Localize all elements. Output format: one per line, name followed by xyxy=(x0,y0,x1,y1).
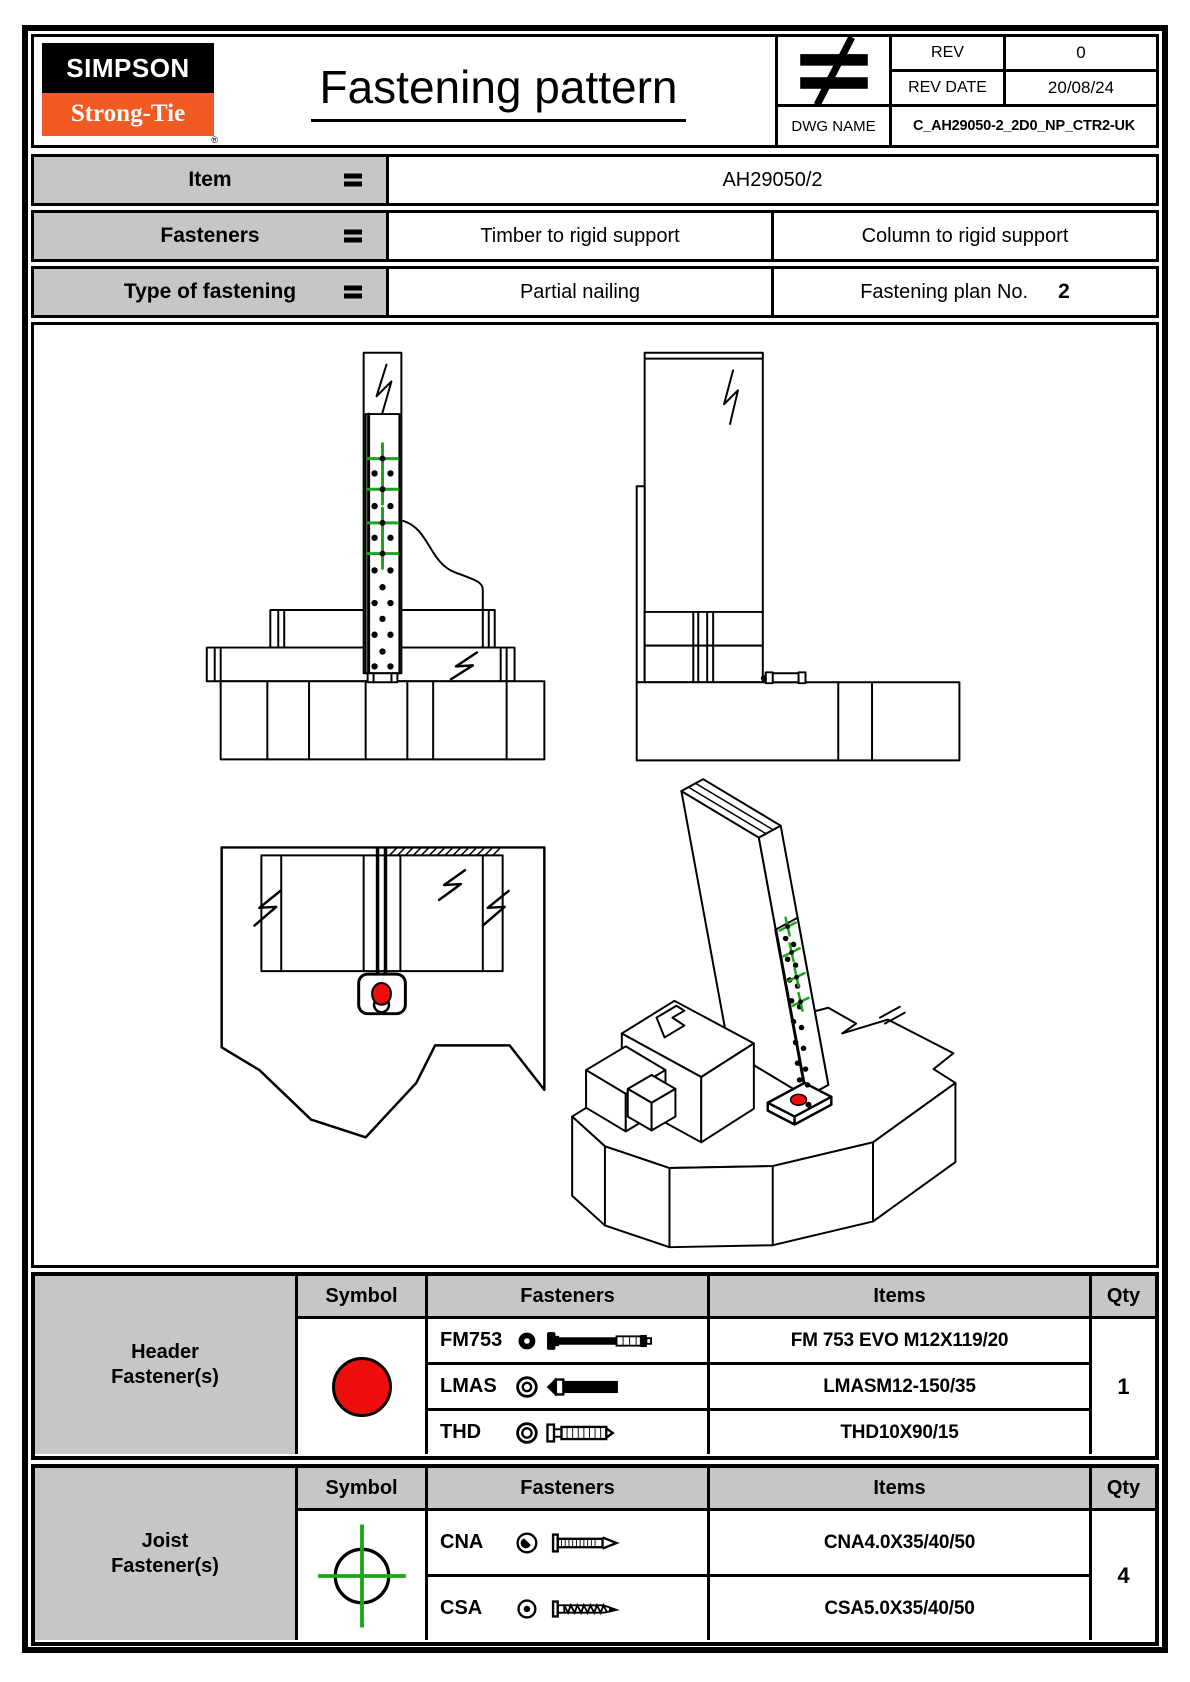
qty-cell: 1 xyxy=(1089,1316,1155,1454)
fasteners-label xyxy=(34,213,389,259)
joist-fastener-symbol-icon xyxy=(312,1513,412,1639)
title-block xyxy=(775,37,1156,145)
item-cell: LMASM12-150/35 xyxy=(707,1362,1089,1408)
sheet-header xyxy=(31,34,1159,148)
item-value: AH29050/2 xyxy=(722,168,823,191)
logo-strongtie: Strong-Tie xyxy=(42,93,214,136)
qty-cell: 4 xyxy=(1089,1508,1155,1640)
fastener-code: THD xyxy=(440,1421,482,1443)
not-equal-icon xyxy=(778,37,892,107)
info-row-fasteners xyxy=(31,210,1159,262)
fastener-row xyxy=(425,1574,707,1640)
csa-screw-icon xyxy=(512,1592,680,1626)
header-fastener-table xyxy=(31,1272,1159,1460)
group-label xyxy=(35,1276,295,1454)
lmas-anchor-icon xyxy=(512,1370,680,1404)
fasteners-value-right: Column to rigid support xyxy=(771,213,1156,259)
equals-icon xyxy=(344,230,362,243)
col-symbol: Symbol xyxy=(295,1276,425,1316)
header-beam-lower xyxy=(207,648,515,682)
equals-icon xyxy=(344,174,362,187)
timber-break-curve xyxy=(403,521,482,610)
symbol-cell xyxy=(295,1316,425,1454)
item-cell: FM 753 EVO M12X119/20 xyxy=(707,1316,1089,1362)
type-value: Partial nailing xyxy=(519,280,641,303)
fastener-code: FM753 xyxy=(440,1329,503,1351)
item-cell: THD10X90/15 xyxy=(707,1408,1089,1454)
drawing-panel xyxy=(31,322,1159,1268)
front-view xyxy=(207,353,545,760)
fastening-plan-cell xyxy=(771,269,1156,315)
col-fasteners: Fasteners xyxy=(425,1468,707,1508)
item-cell: CSA5.0X35/40/50 xyxy=(707,1574,1089,1640)
col-items: Items xyxy=(707,1276,1089,1316)
item-label-text: Item xyxy=(188,168,232,191)
logo-simpson: SIMPSON xyxy=(42,43,214,93)
foundation-slab xyxy=(637,682,960,760)
plan-number: 2 xyxy=(1058,280,1070,303)
fastener-row xyxy=(425,1508,707,1574)
info-row-item xyxy=(31,154,1159,206)
rev-value: 0 xyxy=(1006,37,1156,72)
cna-nail-icon xyxy=(512,1526,680,1560)
isometric-view xyxy=(572,779,955,1247)
foundation-slab xyxy=(221,681,545,759)
fasteners-label-text: Fasteners xyxy=(160,224,260,247)
group-line1: Header xyxy=(131,1341,199,1363)
page-title: Fastening pattern xyxy=(311,60,685,122)
col-qty: Qty xyxy=(1089,1276,1155,1316)
col-qty: Qty xyxy=(1089,1468,1155,1508)
beams-plan xyxy=(261,855,502,971)
side-view xyxy=(637,353,960,761)
fastener-row xyxy=(425,1362,707,1408)
group-line2: Fastener(s) xyxy=(111,1366,219,1388)
type-of-fastening-label xyxy=(34,269,389,315)
type-label-text: Type of fastening xyxy=(123,280,297,303)
dwg-name-value: C_AH29050-2_2D0_NP_CTR2-UK xyxy=(912,118,1136,134)
col-fasteners: Fasteners xyxy=(425,1276,707,1316)
header-fastener-symbol-icon xyxy=(332,1357,392,1417)
col-symbol: Symbol xyxy=(295,1468,425,1508)
rev-date-value: 20/08/24 xyxy=(1006,72,1156,107)
fastener-row xyxy=(425,1316,707,1362)
joist-fastener-table xyxy=(31,1464,1159,1646)
group-label xyxy=(35,1468,295,1640)
rev-date-label: REV DATE xyxy=(892,72,1006,107)
rev-label: REV xyxy=(892,37,1006,72)
group-line2: Fastener(s) xyxy=(111,1555,219,1577)
dwg-name-label: DWG NAME xyxy=(778,107,892,145)
group-line1: Joist xyxy=(141,1530,189,1552)
fastener-code: LMAS xyxy=(440,1375,497,1397)
registered-mark: ® xyxy=(211,135,218,145)
item-label xyxy=(34,157,389,203)
plate-foot xyxy=(368,673,398,682)
plan-view xyxy=(222,847,545,1137)
sheet-frame xyxy=(22,25,1168,1653)
header-fastener-marker xyxy=(372,983,391,1005)
fm753-bolt-icon xyxy=(512,1324,680,1358)
fastener-code: CNA xyxy=(440,1531,484,1553)
fastener-row xyxy=(425,1408,707,1454)
fastener-code: CSA xyxy=(440,1597,483,1619)
post-side xyxy=(645,353,763,612)
fasteners-value-left: Timber to rigid support xyxy=(480,224,680,247)
equals-icon xyxy=(344,286,362,299)
symbol-cell xyxy=(295,1508,425,1640)
info-row-type xyxy=(31,266,1159,318)
item-cell: CNA4.0X35/40/50 xyxy=(707,1508,1089,1574)
col-items: Items xyxy=(707,1468,1089,1508)
plan-label: Fastening plan No. xyxy=(860,280,1029,303)
header-fastener-marker xyxy=(791,1094,807,1105)
simpson-strongtie-logo xyxy=(34,37,222,145)
thd-screw-icon xyxy=(512,1416,680,1450)
